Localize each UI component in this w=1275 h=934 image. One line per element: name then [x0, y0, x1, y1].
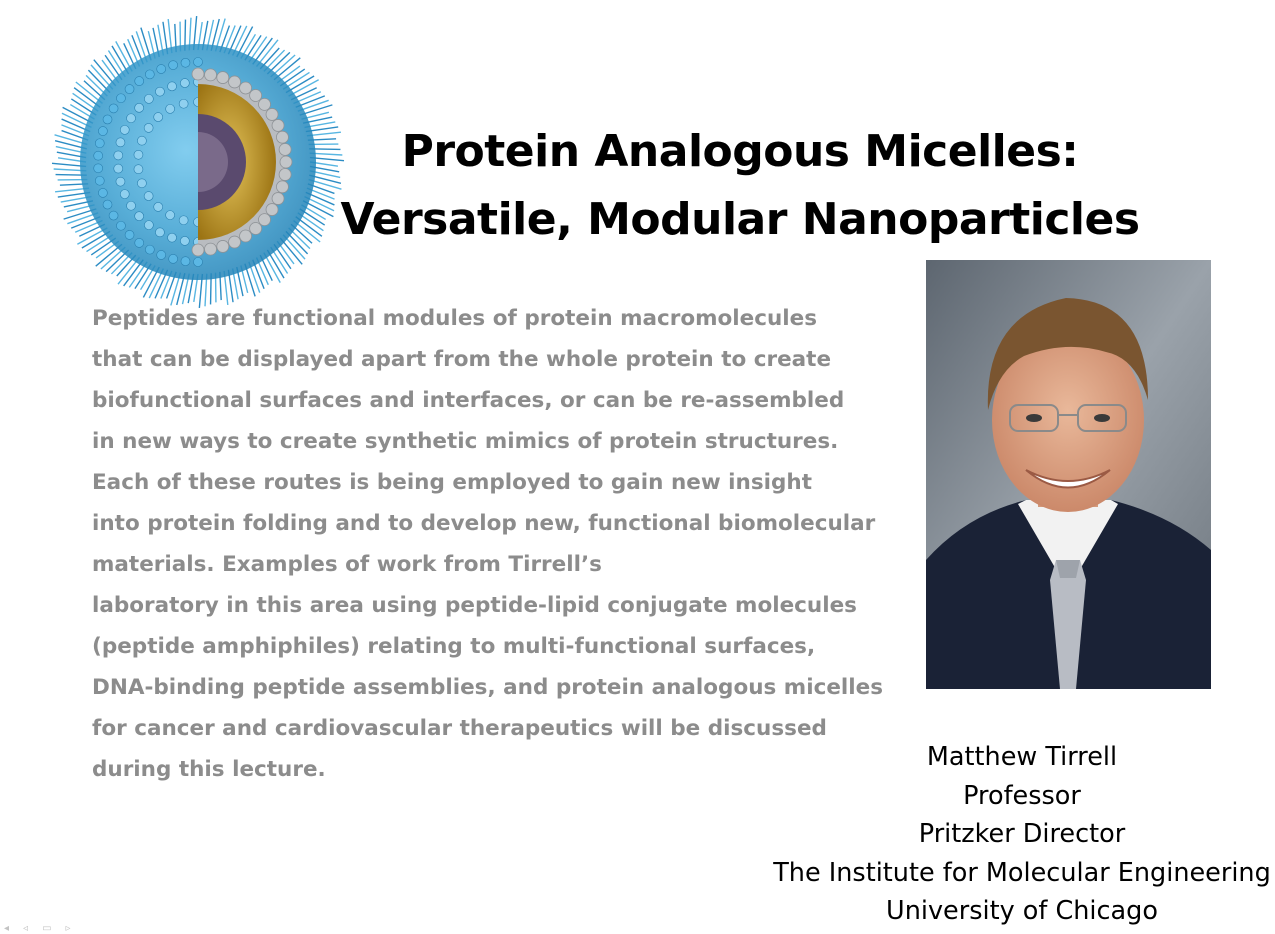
abstract-line: in new ways to create synthetic mimics of protein structures.: [92, 421, 882, 462]
micelle-head: [103, 200, 112, 209]
micelle-head: [194, 258, 203, 267]
micelle-head: [168, 233, 177, 242]
abstract-line: (peptide amphiphiles) relating to multi-functional surfaces,: [92, 626, 882, 667]
micelle-head: [229, 236, 241, 248]
micelle-head: [114, 164, 123, 173]
micelle-head: [279, 169, 291, 181]
slideshow-controls[interactable]: [4, 924, 71, 933]
back-icon[interactable]: ◃: [23, 924, 28, 933]
abstract-line: during this lecture.: [92, 749, 882, 790]
micelle-head: [134, 150, 143, 159]
micelle-head: [134, 165, 143, 174]
micelle-head: [276, 181, 288, 193]
micelle-head: [169, 254, 178, 263]
micelle-head: [154, 113, 163, 122]
micelle-head: [180, 79, 189, 88]
micelle-head: [98, 188, 107, 197]
speaker-portrait: [926, 260, 1211, 689]
speaker-university: University of Chicago: [762, 892, 1275, 931]
micelle-head: [135, 238, 144, 247]
micelle-head: [114, 151, 123, 160]
micelle-head: [272, 119, 284, 131]
micelle-head: [103, 115, 112, 124]
micelle-head: [120, 190, 129, 199]
abstract-line: into protein folding and to develop new, functional biomolecular: [92, 503, 882, 544]
micelle-head: [127, 201, 136, 210]
title-line-1: Protein Analogous Micelles:: [340, 118, 1140, 186]
slide-title: [340, 118, 1140, 254]
micelle-head: [116, 177, 125, 186]
micelle-head: [266, 108, 278, 120]
micelle-head: [127, 114, 136, 123]
micelle-head: [194, 58, 203, 67]
micelle-head: [217, 72, 229, 84]
speaker-position: Pritzker Director: [762, 815, 1275, 854]
micelle-head: [240, 82, 252, 94]
micelle-head: [157, 250, 166, 259]
micelle-head: [155, 228, 164, 237]
speaker-name: Matthew Tirrell: [762, 738, 1275, 777]
micelle-head: [116, 221, 125, 230]
micelle-head: [279, 143, 291, 155]
micelle-head: [135, 103, 144, 112]
micelle-head: [181, 58, 190, 67]
abstract-text: [92, 298, 882, 790]
micelle-head: [94, 164, 103, 173]
micelle-head: [166, 104, 175, 113]
micelle-head: [144, 192, 153, 201]
micelle-head: [192, 244, 204, 256]
abstract-line: materials. Examples of work from Tirrell’s: [92, 544, 882, 585]
micelle-illustration: [50, 14, 346, 310]
micelle-head: [272, 193, 284, 205]
micelle-head: [116, 94, 125, 103]
micelle-head: [109, 211, 118, 220]
micelle-head: [259, 214, 271, 226]
micelle-head: [179, 99, 188, 108]
micelle-head: [157, 65, 166, 74]
micelle-head: [180, 236, 189, 245]
micelle-head: [192, 68, 204, 80]
micelle-head: [125, 230, 134, 239]
micelle-head: [98, 127, 107, 136]
micelle-head: [168, 82, 177, 91]
abstract-line: Peptides are functional modules of protein macromolecules: [92, 298, 882, 339]
micelle-head: [250, 223, 262, 235]
micelle-head: [179, 216, 188, 225]
speaker-role: Professor: [762, 777, 1275, 816]
micelle-head: [181, 257, 190, 266]
micelle-head: [250, 89, 262, 101]
micelle-head: [145, 245, 154, 254]
micelle-head: [135, 212, 144, 221]
micelle-head: [259, 98, 271, 110]
micelle-head: [144, 123, 153, 132]
abstract-line: that can be displayed apart from the whole protein to create: [92, 339, 882, 380]
micelle-head: [205, 243, 217, 255]
micelle-head: [154, 202, 163, 211]
micelle-head: [155, 87, 164, 96]
menu-icon[interactable]: ▭: [42, 924, 51, 933]
previous-slide-icon[interactable]: ◂: [4, 924, 9, 933]
next-slide-icon[interactable]: ▹: [66, 924, 71, 933]
title-line-2: Versatile, Modular Nanoparticles: [340, 186, 1140, 254]
micelle-head: [217, 240, 229, 252]
micelle-head: [116, 138, 125, 147]
micelle-head: [109, 104, 118, 113]
micelle-head: [137, 179, 146, 188]
micelle-head: [95, 139, 104, 148]
micelle-head: [145, 70, 154, 79]
micelle-head: [137, 136, 146, 145]
micelle-head: [120, 125, 129, 134]
micelle-head: [240, 230, 252, 242]
micelle-head: [125, 85, 134, 94]
speaker-info: [762, 738, 1275, 931]
micelle-head: [266, 204, 278, 216]
micelle-head: [94, 151, 103, 160]
micelle-head: [169, 61, 178, 70]
micelle-head: [205, 69, 217, 81]
abstract-line: for cancer and cardiovascular therapeutics will be discussed: [92, 708, 882, 749]
micelle-head: [144, 221, 153, 230]
micelle-head: [166, 211, 175, 220]
speaker-institute: The Institute for Molecular Engineering: [762, 854, 1275, 893]
micelle-head: [135, 77, 144, 86]
abstract-line: Each of these routes is being employed to gain new insight: [92, 462, 882, 503]
micelle-head: [276, 131, 288, 143]
micelle-head: [95, 176, 104, 185]
micelle-head: [144, 94, 153, 103]
micelle-head: [280, 156, 292, 168]
abstract-line: DNA-binding peptide assemblies, and protein analogous micelles: [92, 667, 882, 708]
abstract-line: biofunctional surfaces and interfaces, or can be re-assembled: [92, 380, 882, 421]
abstract-line: laboratory in this area using peptide-lipid conjugate molecules: [92, 585, 882, 626]
micelle-head: [229, 76, 241, 88]
